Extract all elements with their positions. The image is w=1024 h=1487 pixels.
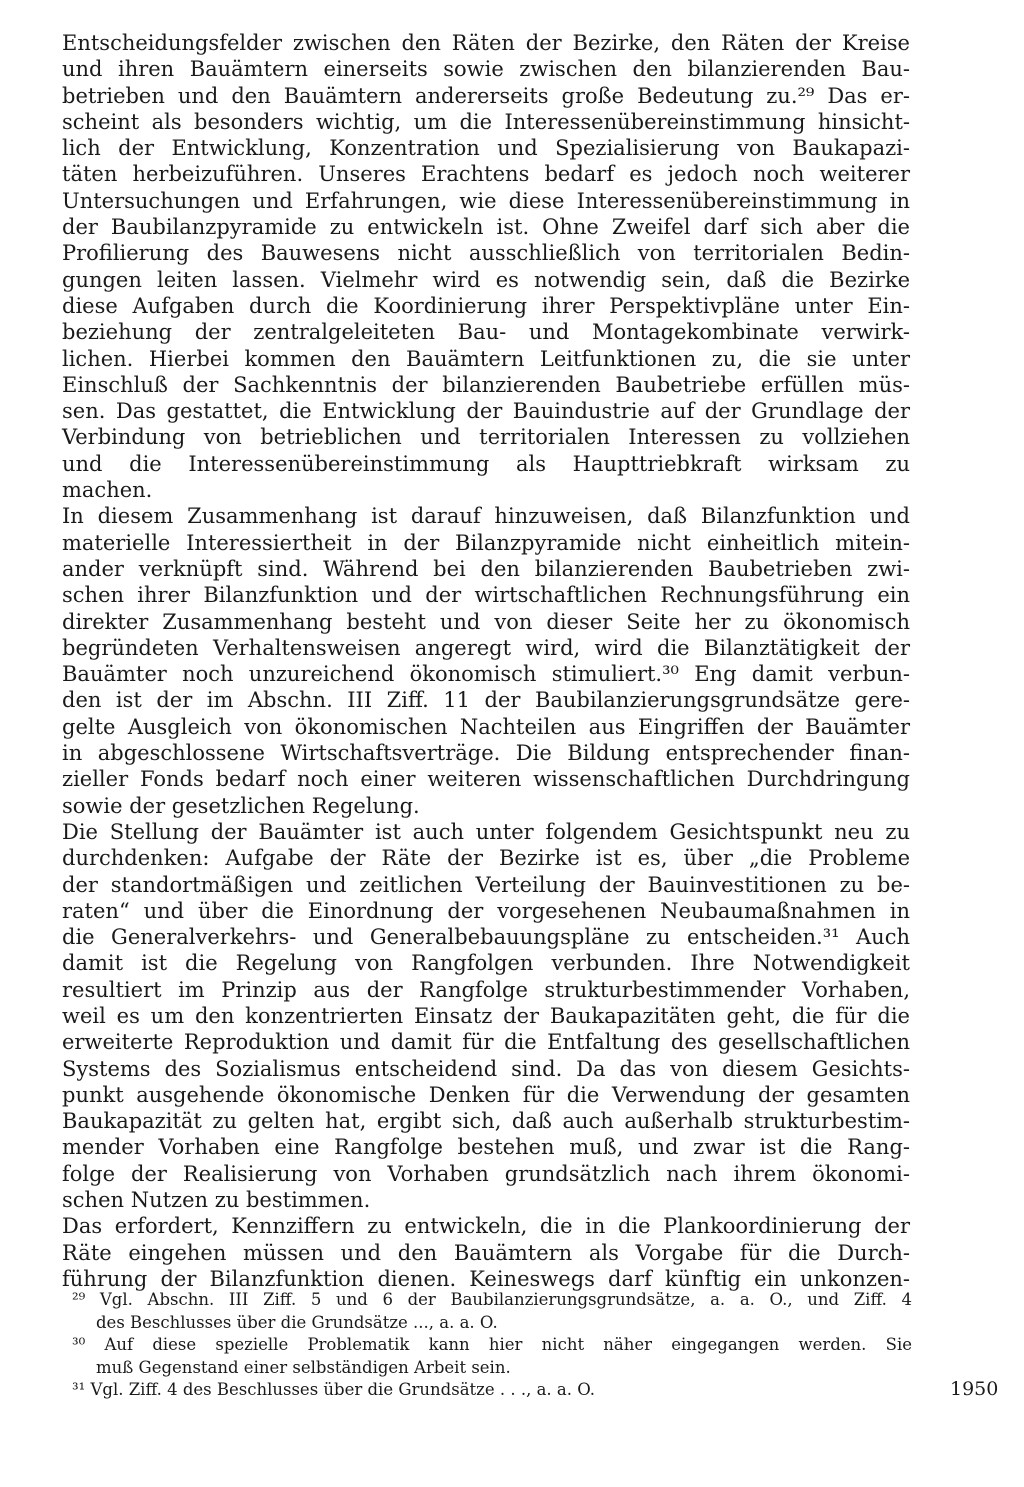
text-line: Räte eingehen müssen und den Bauämtern als Vorgabe für die Durch- [62,1240,910,1265]
text-line: Systems des Sozialismus entscheidend sind. Da das von diesem Gesichts- [62,1056,910,1081]
text-line: der Baubilanzpyramide zu entwickeln ist. Ohne Zweifel darf sich aber die [62,215,910,240]
text-line: sen. Das gestattet, die Entwicklung der Bauindustrie auf der Grundlage der [62,399,910,424]
text-line: Das erfordert, Kennziffern zu entwickeln, die in die Plankoordinierung der [62,1214,910,1239]
text-line: Die Stellung der Bauämter ist auch unter folgendem Gesichtspunkt neu zu [62,819,910,844]
text-line: damit ist die Regelung von Rangfolgen verbunden. Ihre Notwendigkeit [62,951,910,976]
text-line: materielle Interessiertheit in der Bilanzpyramide nicht einheitlich mitein- [62,530,910,555]
page-number: 1950 [950,1378,999,1400]
text-line: und die Interessenübereinstimmung als Haupttriebkraft wirksam zu [62,451,910,476]
text-line: weil es um den konzentrierten Einsatz der Baukapazitäten geht, die für die [62,1003,910,1028]
text-line: In diesem Zusammenhang ist darauf hinzuweisen, daß Bilanzfunktion und [62,504,910,529]
text-line: Bauämter noch unzureichend ökonomisch stimuliert.³⁰ Eng damit verbun- [62,662,910,687]
text-line: Verbindung von betrieblichen und territorialen Interessen zu vollziehen [62,425,910,450]
text-line: mender Vorhaben eine Rangfolge bestehen muß, und zwar ist die Rang- [62,1135,910,1160]
footnotes [72,1289,912,1402]
text-line: den ist der im Abschn. III Ziff. 11 der Baubilanzierungsgrundsätze gere- [62,688,910,713]
text-line: diese Aufgaben durch die Koordinierung ihrer Perspektivpläne unter Ein- [62,293,910,318]
body-text [62,30,910,1292]
footnote-line: ³¹ Vgl. Ziff. 4 des Beschlusses über die Grundsätze . . ., a. a. O. [72,1380,596,1400]
text-line: schen ihrer Bilanzfunktion und der wirtschaftlichen Rechnungsführung ein [62,583,910,608]
text-line: Untersuchungen und Erfahrungen, wie diese Interessenübereinstimmung in [62,188,910,213]
text-line: machen. [62,478,153,503]
text-line: resultiert im Prinzip aus der Rangfolge strukturbestimmender Vorhaben, [62,977,910,1002]
text-line: begründeten Verhaltensweisen angeregt wird, wird die Bilanztätigkeit der [62,635,910,660]
text-line: folge der Realisierung von Vorhaben grundsätzlich nach ihrem ökonomi- [62,1161,910,1186]
text-line: direkter Zusammenhang besteht und von dieser Seite her zu ökonomisch [62,609,910,634]
text-line: scheint als besonders wichtig, um die Interessenübereinstimmung hinsicht- [62,109,910,134]
text-line: zieller Fonds bedarf noch einer weiteren wissenschaftlichen Durchdringung [62,767,910,792]
text-line: führung der Bilanzfunktion dienen. Keineswegs darf künftig ein unkonzen- [62,1266,910,1291]
text-line: beziehung der zentralgeleiteten Bau- und Montagekombinate verwirk- [62,320,910,345]
text-line: in abgeschlossene Wirtschaftsverträge. Die Bildung entsprechender finan- [62,741,910,766]
text-line: täten herbeizuführen. Unseres Erachtens bedarf es jedoch noch weiterer [62,162,910,187]
text-line: und ihren Bauämtern einerseits sowie zwischen den bilanzierenden Bau- [62,57,910,82]
text-line: lichen. Hierbei kommen den Bauämtern Leitfunktionen zu, die sie unter [62,346,910,371]
text-line: Entscheidungsfelder zwischen den Räten der Bezirke, den Räten der Kreise [62,31,910,55]
text-line: Einschluß der Sachkenntnis der bilanzierenden Baubetriebe erfüllen müs- [62,372,910,397]
footnote-line: des Beschlusses über die Grundsätze ..., a. a. O. [96,1312,498,1332]
footnote-line: ²⁹ Vgl. Abschn. III Ziff. 5 und 6 der Baubilanzierungsgrundsätze, a. a. O., und Ziff. 4 [72,1290,912,1309]
text-line: raten“ und über die Einordnung der vorgesehenen Neubaumaßnahmen in [62,898,910,923]
footnote-line: ³⁰ Auf diese spezielle Problematik kann hier nicht näher eingegangen werden. Sie [72,1335,912,1355]
text-line: der standortmäßigen und zeitlichen Verteilung der Bauinvestitionen zu be- [62,872,910,897]
footnote-line: muß Gegenstand einer selbständigen Arbeit sein. [96,1357,511,1377]
text-line: sowie der gesetzlichen Regelung. [62,793,420,818]
text-line: gungen leiten lassen. Vielmehr wird es notwendig sein, daß die Bezirke [62,267,910,292]
text-line: Baukapazität zu gelten hat, ergibt sich, daß auch außerhalb strukturbestim- [62,1109,910,1134]
text-line: schen Nutzen zu bestimmen. [62,1188,371,1213]
text-line: durchdenken: Aufgabe der Räte der Bezirke ist es, über „die Probleme [62,846,910,871]
text-line: Profilierung des Bauwesens nicht ausschließlich von territorialen Bedin- [62,241,910,266]
text-line: punkt ausgehende ökonomische Denken für die Verwendung der gesamten [62,1082,910,1107]
text-line: ander verknüpft sind. Während bei den bilanzierenden Baubetrieben zwi- [62,556,910,581]
text-line: betrieben und den Bauämtern andererseits große Bedeutung zu.²⁹ Das er- [62,83,910,108]
text-line: lich der Entwicklung, Konzentration und Spezialisierung von Baukapazi- [62,136,910,161]
text-line: gelte Ausgleich von ökonomischen Nachteilen aus Eingriffen der Bauämter [62,714,910,739]
text-line: die Generalverkehrs- und Generalbebauungspläne zu entscheiden.³¹ Auch [62,925,910,950]
text-line: erweiterte Reproduktion und damit für die Entfaltung des gesellschaftlichen [62,1030,910,1055]
